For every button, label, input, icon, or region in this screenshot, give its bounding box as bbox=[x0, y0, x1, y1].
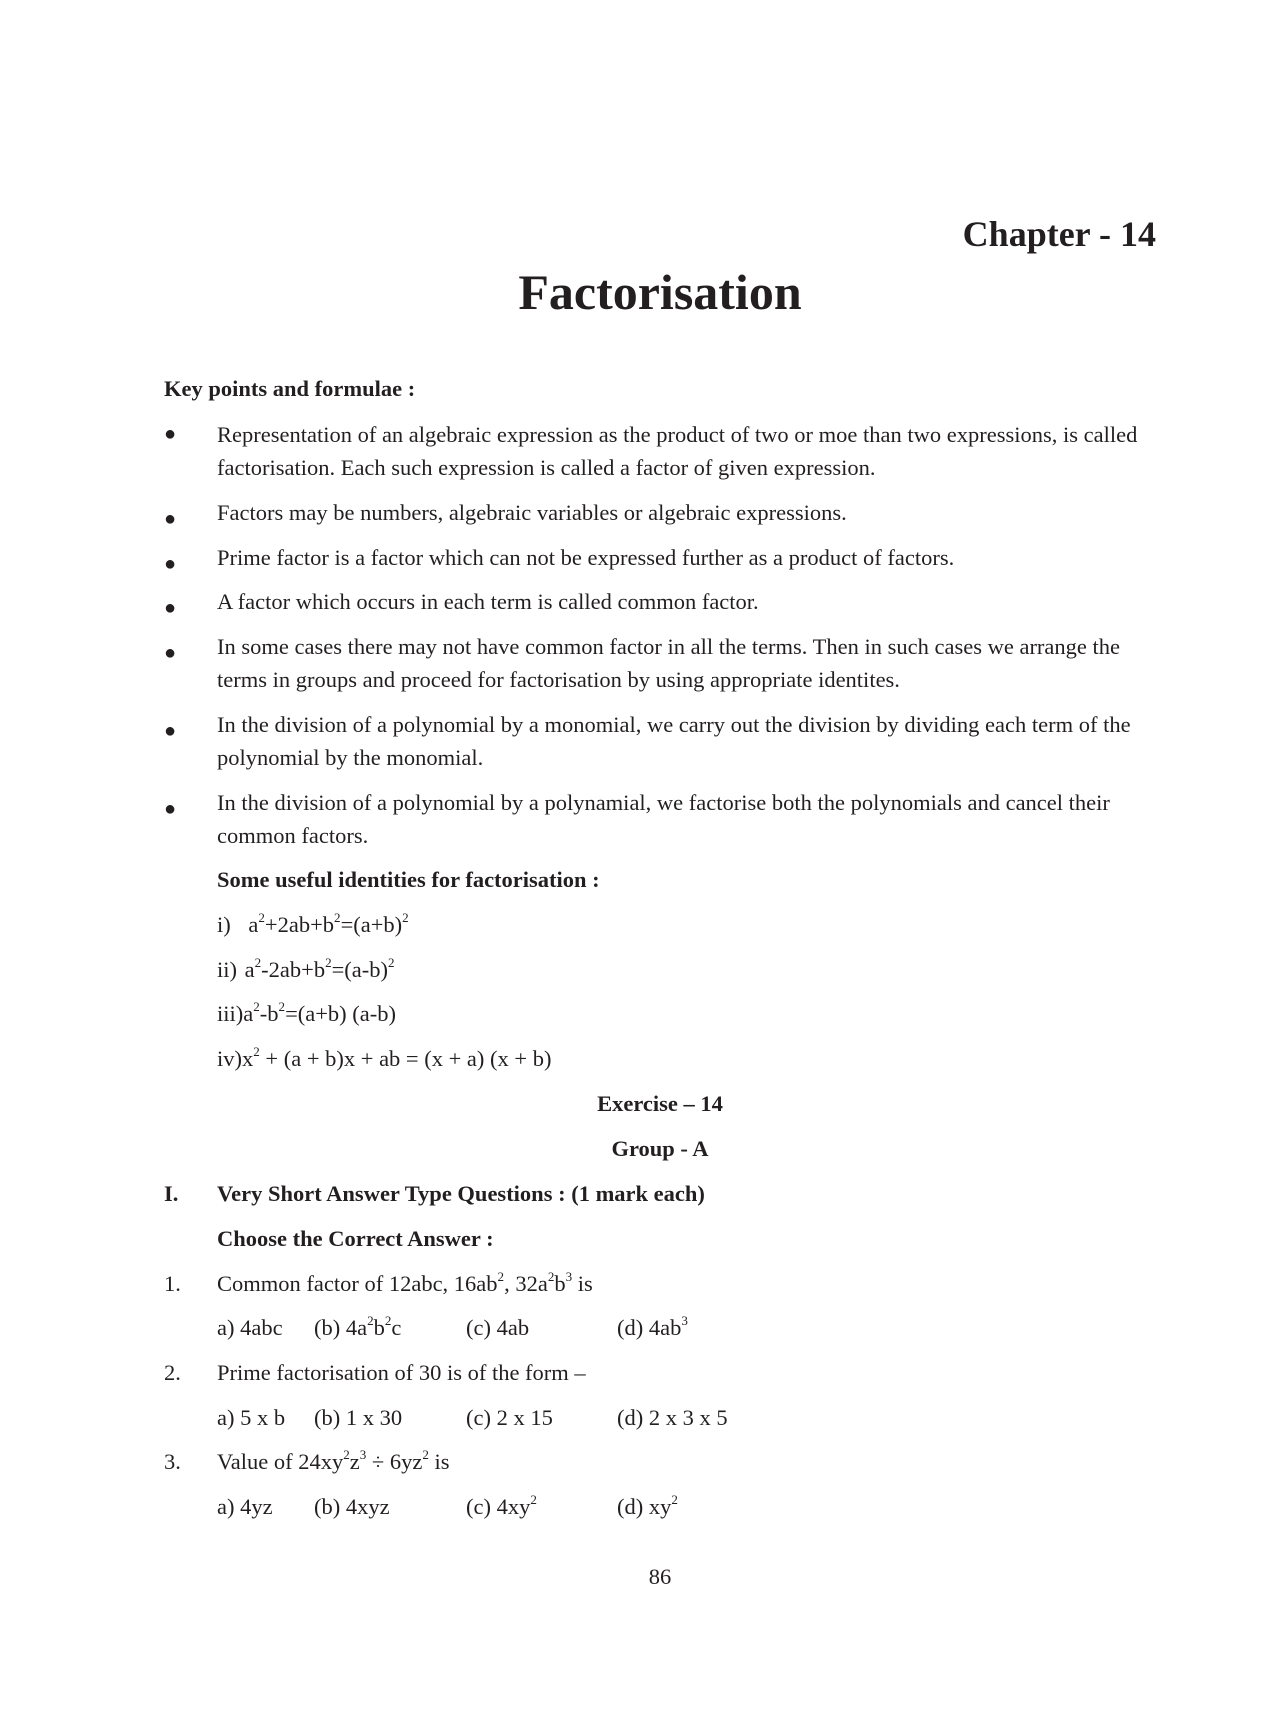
question-number: 1. bbox=[164, 1271, 181, 1296]
identity-label: i) bbox=[217, 912, 231, 937]
answer-options bbox=[217, 1404, 917, 1432]
key-points-heading: Key points and formulae : bbox=[164, 376, 416, 401]
key-point-item: A factor which occurs in each term is called common factor. bbox=[217, 589, 759, 614]
bullet-icon: ● bbox=[164, 720, 177, 742]
answer-options bbox=[217, 1314, 917, 1342]
section-title: Very Short Answer Type Questions : (1 mark each) bbox=[217, 1181, 705, 1206]
answer-option: a) 4yz bbox=[217, 1494, 273, 1519]
answer-option: (b) $4a^2b^2c$ bbox=[314, 1313, 402, 1340]
identities-heading: Some useful identities for factorisation : bbox=[217, 867, 600, 892]
question-text: Prime factorisation of 30 is of the form – bbox=[217, 1360, 586, 1385]
instruction: Choose the Correct Answer : bbox=[217, 1226, 494, 1251]
answer-option: (c) $4xy^2$ bbox=[466, 1492, 537, 1519]
key-point-item: Factors may be numbers, algebraic variables or algebraic expressions. bbox=[217, 500, 847, 525]
identity-item: ii) $a^2-2ab+b^2=(a-b)^2$ bbox=[217, 955, 395, 982]
identity-label: iv) bbox=[217, 1046, 242, 1071]
answer-option: (d) 2 x 3 x 5 bbox=[617, 1405, 728, 1430]
page-number: 86 bbox=[648, 1564, 672, 1589]
bullet-icon: ● bbox=[164, 597, 177, 619]
section-number: I. bbox=[164, 1181, 179, 1206]
question-text: Common factor of 12abc, $16ab^2$, $32a^2b^3$ is bbox=[217, 1269, 593, 1296]
bullet-icon: ● bbox=[164, 553, 177, 575]
identity-item: i) $a^2+2ab+b^2=(a+b)^2$ bbox=[217, 910, 409, 937]
bullet-icon: ● bbox=[164, 642, 177, 664]
question-text: Value of $24xy^2z^3 \div 6yz^2$ is bbox=[217, 1447, 450, 1474]
identity-label: ii) bbox=[217, 957, 237, 982]
answer-option: (c) 4ab bbox=[466, 1315, 530, 1340]
group-title: Group - A bbox=[611, 1136, 709, 1161]
key-point-item: In some cases there may not have common factor in all the terms. Then in such cases we arrange the terms in groups and proceed for factorisation by using appropriate identites. bbox=[217, 634, 1121, 692]
answer-option: (d) $xy^2$ bbox=[617, 1492, 678, 1519]
question-number: 3. bbox=[164, 1449, 181, 1474]
key-point-item: Prime factor is a factor which can not be expressed further as a product of factors. bbox=[217, 545, 955, 570]
identity-item: $iv)x^2 + (a + b)x$ + ab = (x + a) (x + b) bbox=[217, 1044, 552, 1071]
identity-item: $iii)a^2-b^2=(a+b)$ (a-b) bbox=[217, 999, 397, 1026]
exercise-title: Exercise – 14 bbox=[597, 1091, 723, 1116]
bullet-icon: ● bbox=[164, 508, 177, 530]
bullet-icon: ● bbox=[164, 423, 177, 445]
page-title: Factorisation bbox=[518, 264, 802, 320]
answer-option: (b) 1 x 30 bbox=[314, 1405, 403, 1430]
answer-option: (b) 4xyz bbox=[314, 1494, 390, 1519]
answer-option: a) 5 x b bbox=[217, 1405, 286, 1430]
answer-option: a) 4abc bbox=[217, 1315, 283, 1340]
bullet-icon: ● bbox=[164, 798, 177, 820]
answer-options bbox=[217, 1493, 917, 1521]
key-point-item: In the division of a polynomial by a monomial, we carry out the division by dividing each term of the polynomial by the monomial. bbox=[217, 712, 1131, 770]
chapter-label: Chapter - 14 bbox=[962, 214, 1156, 254]
key-point-item: Representation of an algebraic expression as the product of two or moe than two expressions, is called factorisation. Each such expression is called a factor of given expression. bbox=[217, 422, 1138, 480]
identity-label: iii) bbox=[217, 1001, 244, 1026]
answer-option: (c) 2 x 15 bbox=[466, 1405, 553, 1430]
answer-option: (d) $4ab^3$ bbox=[617, 1313, 688, 1340]
key-point-item: In the division of a polynomial by a polynamial, we factorise both the polynomials and cancel their common factors. bbox=[217, 790, 1110, 848]
question-number: 2. bbox=[164, 1360, 181, 1385]
